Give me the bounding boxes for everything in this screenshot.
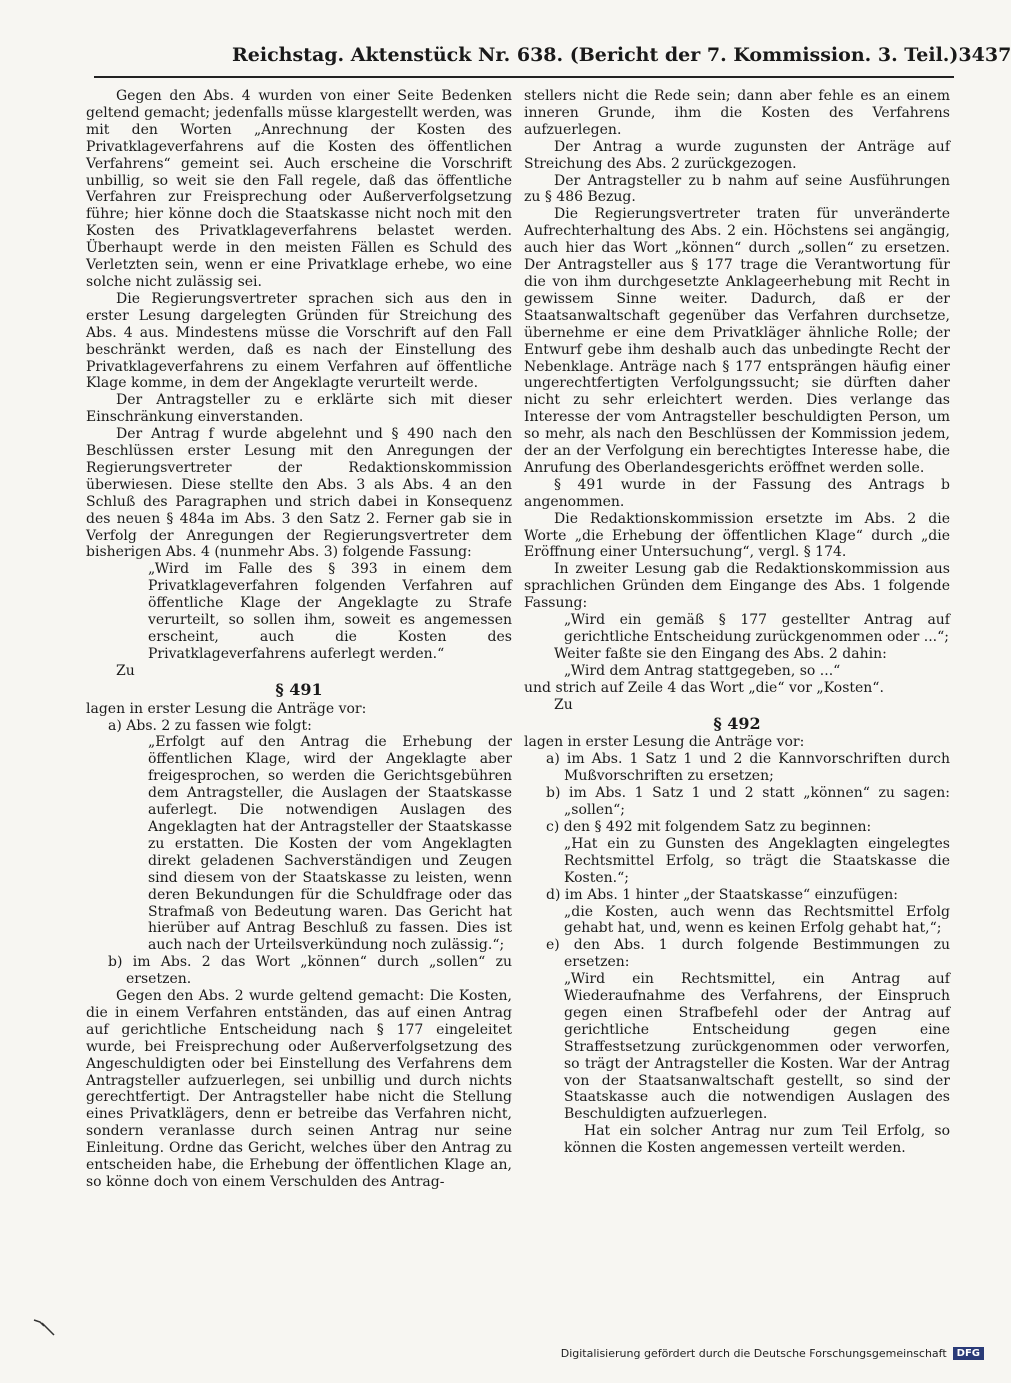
list-item: a) Abs. 2 zu fassen wie folgt: [108,717,312,734]
paragraph: Gegen den Abs. 4 wurden von einer Seite Bedenken geltend gemacht; jedenfalls müsse klargestellt werden, was mit den Worten „Anrechnung der Kosten des Privatklageverfahrens auf die Kosten des öffentlichen Verfahrens“ gemeint sei. Auch erscheine die Vorschrift unbillig, so weit sie den Fall regele, daß das öffentliche Verfahren zur Freisprechung oder Außerverfolgsetzung führe; hier könne doch die Staatskasse nicht noch mit den Kosten des Privatklageverfahrens belastet werden. Überhaupt werde in den meisten Fällen es Schuld des Verletzten sein, wenn er eine Privatklage erhebe, wo eine solche nicht zulässig sei. [86,88,513,290]
list-item: b) im Abs. 2 das Wort „können“ durch „sollen“ zu ersetzen. [108,954,512,988]
quoted-text: Hat ein solcher Antrag nur zum Teil Erfolg, so können die Kosten angemessen verteilt werden. [564,1123,950,1157]
page-number: 3437 [958,44,1011,66]
list-item: a) im Abs. 1 Satz 1 und 2 die Kannvorschriften durch Mußvorschriften zu ersetzen; [546,751,950,785]
quoted-text: „Hat ein zu Gunsten des Angeklagten eingelegtes Rechtsmittel Erfolg, so trägt die Staatskasse die Kosten.“; [564,835,950,886]
quoted-text: „Wird im Falle des § 393 in einem dem Privatklageverfahren folgenden Verfahren auf öffentliche Klage der Angeklagte zu Strafe verurteilt, so sollen ihm, soweit es angemessen erscheint, auch die Kosten des Privatklageverfahrens auferlegt werden.“ [148,561,512,662]
paragraph: Die Regierungsvertreter traten für unveränderte Aufrechterhaltung des Abs. 2 ein. Höchstens sei angängig, auch hier das Wort „können“ durch „sollen“ zu ersetzen. Der Antragsteller aus § 177 trage die Verantwortung für die von ihm durchgesetzte Anklageerhebung mit Recht in gewissem Sinne weiter. Dadurch, daß er der Staatsanwaltschaft gegenüber das Verfahren durchsetze, übernehme er eine dem Privatkläger ähnliche Rolle; der Entwurf gebe ihm deshalb auch das unbedingte Recht der Nebenklage. Anträge nach § 177 entsprängen häufig einer ungerechtfertigten Verfolgungssucht; sie dürften daher nicht zu sehr erleichtert werden. Dies verlange das Interesse der vom Antragsteller beschuldigten Person, um so mehr, als nach den Beschlüssen der Kommission jedem, der an der Verfolgung ein berechtigtes Interesse habe, die Anrufung des Oberlandesgerichts eröffnet werden solle. [524,206,950,476]
paragraph: Der Antragsteller zu b nahm auf seine Ausführungen zu § 486 Bezug. [524,172,950,206]
right-column [524,88,950,1157]
zu-label: Zu [116,662,135,679]
paragraph: stellers nicht die Rede sein; dann aber fehle es an einem inneren Grunde, ihm die Kosten des Verfahrens aufzuerlegen. [524,88,950,138]
header-rule [94,76,954,78]
zu-label: Zu [554,696,573,713]
paragraph: Der Antrag a wurde zugunsten der Anträge auf Streichung des Abs. 2 zurückgezogen. [524,138,950,172]
header-title: Reichstag. Aktenstück Nr. 638. (Bericht der 7. Kommission. 3. Teil.) [232,44,959,66]
paragraph: In zweiter Lesung gab die Redaktionskommission aus sprachlichen Gründen dem Eingange des Abs. 1 folgende Fassung: [524,561,950,612]
section-heading: § 491 [275,679,323,699]
paragraph: Weiter faßte sie den Eingang des Abs. 2 dahin: [554,645,887,662]
section-heading: § 492 [713,713,761,733]
paragraph: lagen in erster Lesung die Anträge vor: [524,734,805,751]
quoted-text: „Wird dem Antrag stattgegeben, so ...“ [564,662,841,679]
dfg-logo: DFG [953,1347,984,1360]
paragraph: und strich auf Zeile 4 das Wort „die“ vor „Kosten“. [524,679,884,696]
left-column [86,88,512,1191]
paragraph: § 491 wurde in der Fassung des Antrags b angenommen. [524,476,950,510]
paragraph: Der Antragsteller zu e erklärte sich mit dieser Einschränkung einverstanden. [86,392,512,426]
scan-mark-icon [30,1314,60,1338]
list-item: b) im Abs. 1 Satz 1 und 2 statt „können“ zu sagen: „sollen“; [546,785,950,819]
footer-text: Digitalisierung gefördert durch die Deutsche Forschungsgemeinschaft [560,1346,947,1360]
page-header [232,44,1011,72]
quoted-text: „Wird ein Rechtsmittel, ein Antrag auf Wiederaufnahme des Verfahrens, der Einspruch gegen einen Strafbefehl oder der Antrag auf gerichtliche Entscheidung gegen eine Straffestsetzung zurückgenommen oder verworfen, so trägt der Antragsteller die Kosten. War der Antrag von der Staatsanwaltschaft gestellt, so sind der Staatskasse auch die notwendigen Auslagen des Beschuldigten aufzuerlegen. [564,971,950,1123]
paragraph: Die Redaktionskommission ersetzte im Abs. 2 die Worte „die Erhebung der öffentlichen Klage“ durch „die Eröffnung einer Untersuchung“, vergl. § 174. [524,510,950,561]
footer [560,1343,984,1363]
list-item: c) den § 492 mit folgendem Satz zu beginnen: [546,818,872,835]
paragraph: Der Antrag f wurde abgelehnt und § 490 nach den Beschlüssen erster Lesung mit den Anregungen der Regierungsvertreter der Redaktionskommission überwiesen. Diese stellte den Abs. 3 als Abs. 4 an den Schluß des Paragraphen und strich dabei in Konsequenz des neuen § 484a im Abs. 3 den Satz 2. Ferner gab sie in Verfolg der Anregungen der Regierungsvertreter dem bisherigen Abs. 4 (nunmehr Abs. 3) folgende Fassung: [86,426,512,561]
paragraph: Die Regierungsvertreter sprachen sich aus den in erster Lesung dargelegten Gründen für Streichung des Abs. 4 aus. Mindestens müsse die Vorschrift auf den Fall beschränkt werden, daß es nach der Einstellung des Privatklageverfahrens zu einem Verfahren auf öffentliche Klage komme, in dem der Angeklagte verurteilt werde. [86,290,512,392]
list-item: d) im Abs. 1 hinter „der Staatskasse“ einzufügen: [546,886,898,903]
quoted-text: „Erfolgt auf den Antrag die Erhebung der öffentlichen Klage, wird der Angeklagte aber freigesprochen, so werden die Gerichtsgebühren dem Antragsteller, die Auslagen der Staatskasse auferlegt. Die notwendigen Auslagen des Angeklagten hat der Antragsteller der Staatskasse zu erstatten. Die Kosten der vom Angeklagten direkt geladenen Sachverständigen und Zeugen sind diesem von der Staatskasse zu leisten, wenn deren Bekundungen für die Schuldfrage oder das Strafmaß von Bedeutung waren. Das Gericht hat hierüber auf Antrag Beschluß zu fassen. Dies ist auch nach der Urteilsverkündung noch zulässig.“; [148,734,512,954]
quoted-text: „die Kosten, auch wenn das Rechtsmittel Erfolg gehabt hat, und, wenn es keinen Erfolg gehabt hat,“; [564,903,950,937]
paragraph: lagen in erster Lesung die Anträge vor: [86,700,367,717]
list-item: e) den Abs. 1 durch folgende Bestimmungen zu ersetzen: [546,937,950,971]
quoted-text: „Wird ein gemäß § 177 gestellter Antrag auf gerichtliche Entscheidung zurückgenommen oder ...“; [564,612,950,645]
paragraph: Gegen den Abs. 2 wurde geltend gemacht: Die Kosten, die in einem Verfahren entständen, das auf einen Antrag auf gerichtliche Entscheidung nach § 177 eingeleitet wurde, bei Freisprechung oder Außerverfolgsetzung des Angeschuldigten oder bei Einstellung des Verfahrens dem Antragsteller aufzuerlegen, sei unbillig und durch nichts gerechtfertigt. Der Antragsteller habe nicht die Stellung eines Privatklägers, denn er betreibe das Verfahren nicht, sondern veranlasse durch seinen Antrag nur seine Einleitung. Ordne das Gericht, welches über den Antrag zu entscheiden habe, die Erhebung der öffentlichen Klage an, so könne doch von einem Verschulden des Antrag- [86,988,512,1190]
